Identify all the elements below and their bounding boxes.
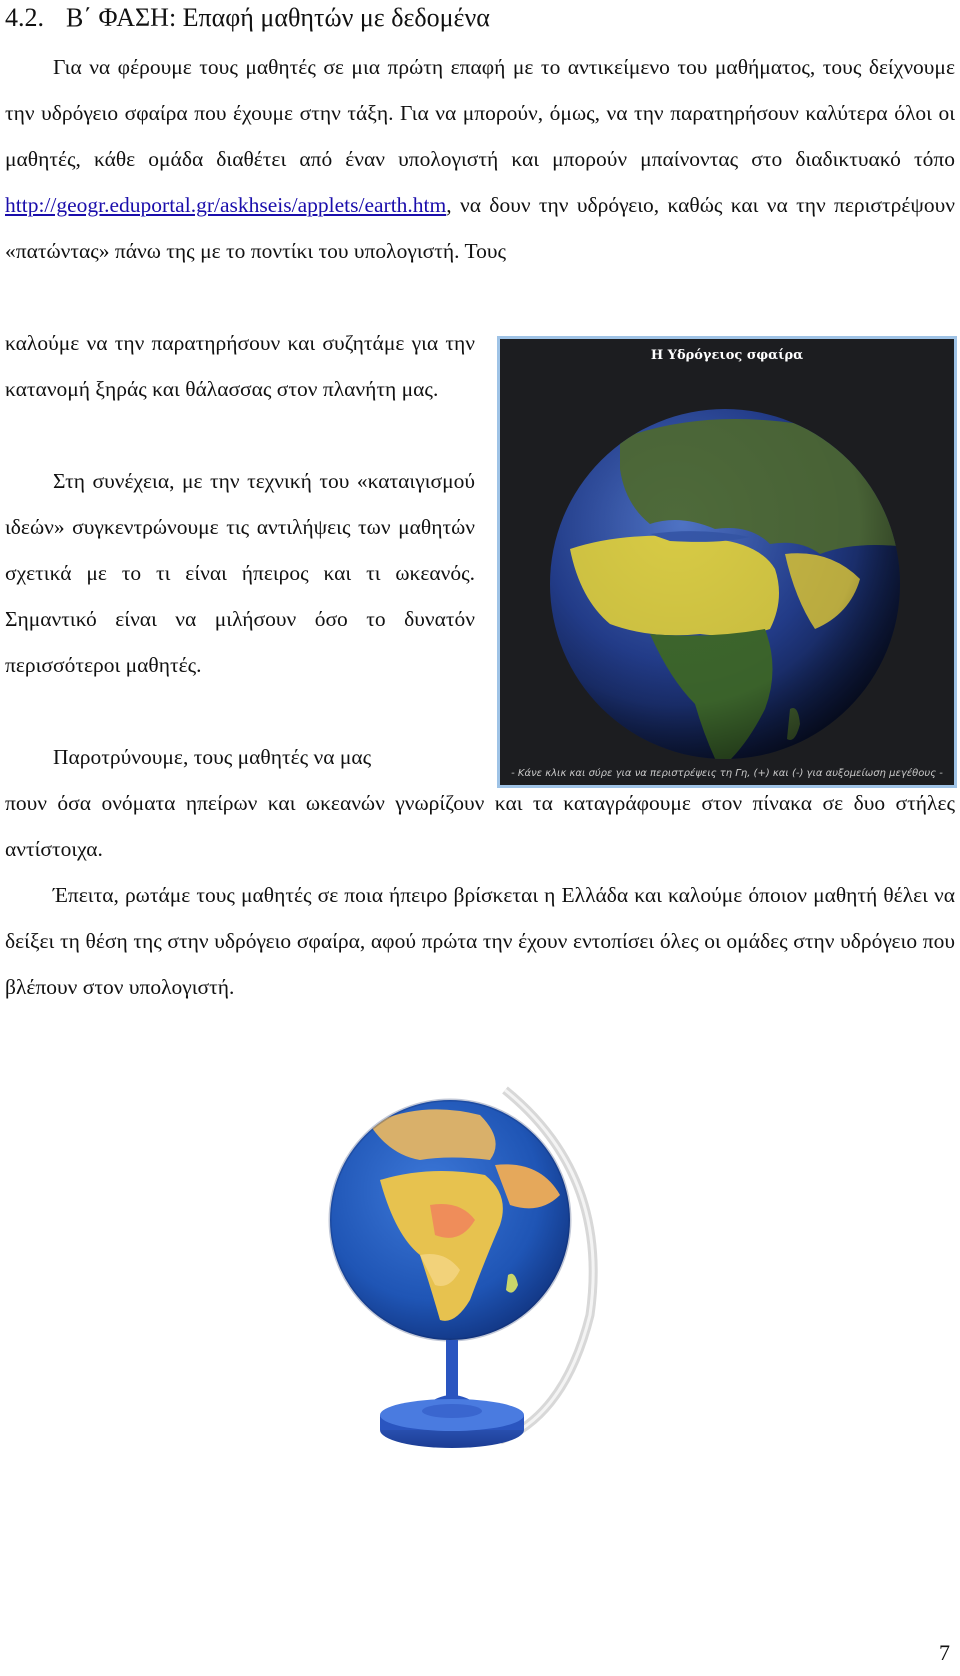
paragraph-brainstorm: Στη συνέχεια, με την τεχνική του «καταιγισμού ιδεών» συγκεντρώνουμε τις αντιλήψεις των μαθητών σχετικά με το τι είναι ήπειρος και τι ωκεανός. Σημαντικό είναι να μιλήσουν όσο το δυνατόν περισσότεροι μαθητές. [5, 469, 475, 677]
paragraph-names-start: Παροτρύνουμε, τους μαθητές να μας [53, 745, 372, 769]
rendered-earth-image [500, 339, 954, 785]
paragraph-names-rest: πουν όσα ονόματα ηπείρων και ωκεανών γνωρίζουν και τα καταγράφουμε στον πίνακα σε δυο στήλες αντίστοιχα. [5, 791, 955, 861]
paragraph-intro [5, 44, 955, 274]
page-number: 7 [939, 1640, 950, 1665]
section-heading [5, 2, 490, 34]
paragraph-intro-continued: καλούμε να την παρατηρήσουν και συζητάμε για την κατανομή ξηράς και θάλασσας στον πλανήτη μας. [5, 331, 475, 401]
section-title: Β΄ ΦΑΣΗ: Επαφή μαθητών με δεδομένα [66, 3, 490, 32]
earth-applet-screenshot [497, 336, 957, 788]
section-number: 4.2. [5, 3, 44, 32]
paragraph-greece: Έπειτα, ρωτάμε τους μαθητές σε ποια ήπειρο βρίσκεται η Ελλάδα και καλούμε όποιον μαθητή θέλει να δείξει τη θέση της στην υδρόγειο σφαίρα, αφού πρώτα την έχουν εντοπίσει όλες οι ομάδες στην υδρόγειο που βλέπουν στον υπολογιστή. [5, 883, 955, 999]
applet-instructions: - Κάνε κλικ και σύρε για να περιστρέψεις τη Γη, (+) και (-) για αυξομείωση μεγέθους - [511, 768, 943, 779]
intro-text-after-link: , να δουν την υδρόγειο, καθώς και να την περιστρέψουν «πατώντας» πάνω της με το ποντίκι του υπολογιστή. Τους [5, 193, 955, 263]
intro-text: Για να φέρουμε τους μαθητές σε μια πρώτη επαφή με το αντικείμενο του μαθήματος, τους δείχνουμε την υδρόγειο σφαίρα που έχουμε στην τάξη. Για να μπορούν, όμως, να την παρατηρήσουν καλύτερα όλοι οι μαθητές, κάθε ομάδα διαθέτει από έναν υπολογιστή και μπορούν μπαίνοντας στο διαδικτυακό τόπο [5, 55, 955, 171]
desk-globe-photo [310, 1085, 630, 1525]
applet-link[interactable]: http://geogr.eduportal.gr/askhseis/applets/earth.htm [5, 193, 447, 217]
applet-title: Η Υδρόγειος σφαίρα [650, 348, 804, 363]
